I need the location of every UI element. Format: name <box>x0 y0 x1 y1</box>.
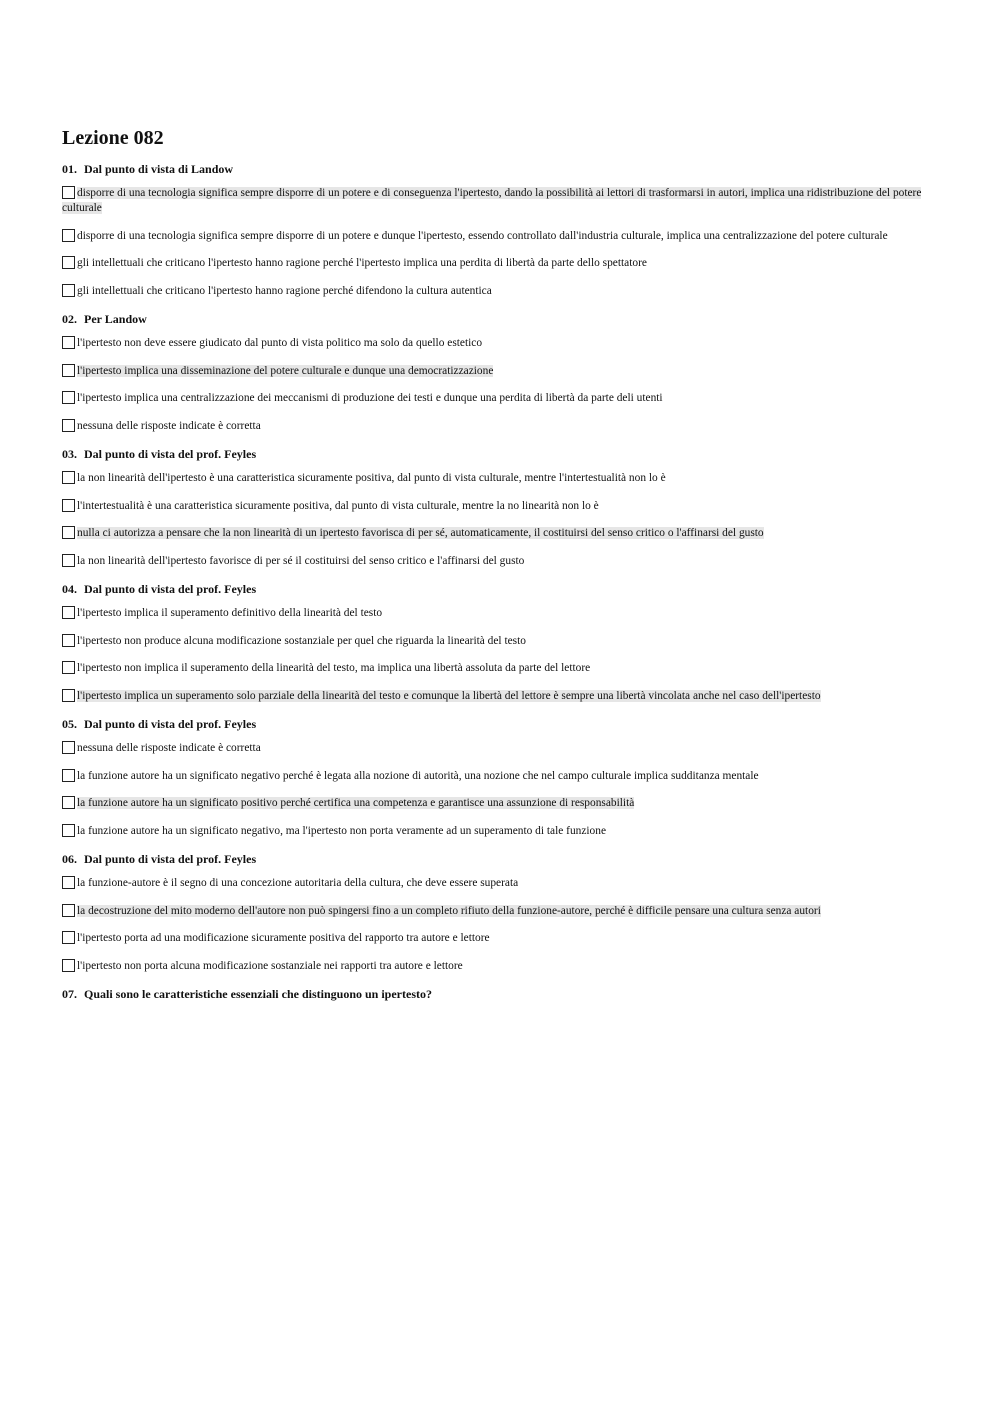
answer-option[interactable] <box>62 904 942 919</box>
answer-checkbox[interactable] <box>62 364 75 377</box>
answer-option[interactable] <box>62 419 942 434</box>
question-heading <box>62 581 942 597</box>
answer-checkbox[interactable] <box>62 606 75 619</box>
question-title: Dal punto di vista di Landow <box>84 162 234 176</box>
lesson-title: Lezione 082 <box>62 127 164 149</box>
answer-text: gli intellettuali che criticano l'ipertesto hanno ragione perché l'ipertesto implica una perdita di libertà da parte dello spettatore <box>77 257 647 269</box>
answer-option[interactable] <box>62 634 942 649</box>
answer-checkbox[interactable] <box>62 931 75 944</box>
answer-checkbox[interactable] <box>62 186 75 199</box>
question-heading <box>62 851 942 867</box>
answer-checkbox[interactable] <box>62 959 75 972</box>
answer-text: l'ipertesto non implica il superamento della linearità del testo, ma implica una libertà assoluta da parte del lettore <box>77 662 591 674</box>
answer-text-highlighted: la funzione autore ha un significato positivo perché certifica una competenza e garantisce una assunzione di responsabilità <box>77 797 635 809</box>
answer-text-highlighted: la decostruzione del mito moderno dell'autore non può spingersi fino a un completo rifiuto della funzione-autore, perché è difficile pensare una cultura senza autori <box>77 904 821 917</box>
question-number: 07. <box>62 987 77 1001</box>
answer-checkbox[interactable] <box>62 229 75 242</box>
answer-option[interactable] <box>62 364 942 379</box>
question-number: 05. <box>62 717 77 731</box>
question-title: Dal punto di vista del prof. Feyles <box>84 447 257 461</box>
answer-option[interactable] <box>62 186 942 216</box>
answer-option[interactable] <box>62 606 942 621</box>
answer-text: nessuna delle risposte indicate è corretta <box>77 742 261 754</box>
answer-text-highlighted: nulla ci autorizza a pensare che la non linearità di un ipertesto favorisca di per sé, automaticamente, il costituirsi del senso critico o l'affinarsi del gusto <box>77 527 764 539</box>
answer-text: l'ipertesto implica una centralizzazione dei meccanismi di produzione dei testi e dunque una perdita di libertà da parte deli utenti <box>77 392 663 404</box>
question-block <box>62 581 942 704</box>
answer-option[interactable] <box>62 876 942 891</box>
question-title: Quali sono le caratteristiche essenziali che distinguono un ipertesto? <box>84 987 432 1001</box>
answer-checkbox[interactable] <box>62 634 75 647</box>
answer-option[interactable] <box>62 499 942 514</box>
answer-text-highlighted: l'ipertesto implica una disseminazione del potere culturale e dunque una democratizzazione <box>77 364 494 377</box>
question-heading <box>62 446 942 462</box>
answer-option[interactable] <box>62 796 942 811</box>
answer-text: l'intertestualità è una caratteristica sicuramente positiva, dal punto di vista culturale, mentre la no linearità non lo è <box>77 499 599 512</box>
answer-option[interactable] <box>62 959 942 974</box>
question-number: 01. <box>62 162 77 176</box>
answer-option[interactable] <box>62 229 942 244</box>
answer-text: l'ipertesto non porta alcuna modificazione sostanziale nei rapporti tra autore e lettore <box>77 959 463 972</box>
answer-option[interactable] <box>62 741 942 756</box>
answer-option[interactable] <box>62 256 942 271</box>
answer-checkbox[interactable] <box>62 904 75 917</box>
question-block <box>62 716 942 839</box>
answer-text: la funzione autore ha un significato negativo, ma l'ipertesto non porta veramente ad un superamento di tale funzione <box>77 824 607 837</box>
answer-checkbox[interactable] <box>62 661 75 674</box>
answer-checkbox[interactable] <box>62 796 75 809</box>
question-title: Dal punto di vista del prof. Feyles <box>84 852 257 866</box>
question-heading <box>62 986 942 1002</box>
question-heading <box>62 716 942 732</box>
answer-checkbox[interactable] <box>62 256 75 269</box>
answer-checkbox[interactable] <box>62 499 75 512</box>
answer-option[interactable] <box>62 931 942 946</box>
answer-option[interactable] <box>62 471 942 486</box>
answer-text: l'ipertesto non produce alcuna modificazione sostanziale per quel che riguarda la linearità del testo <box>77 634 526 647</box>
question-number: 04. <box>62 582 77 596</box>
answer-text-highlighted: disporre di una tecnologia significa sempre disporre di un potere e di conseguenza l'ipertesto, dando la possibilità ai lettori di trasformarsi in autori, implica una ridistribuzione del potere culturale <box>62 187 922 214</box>
answer-checkbox[interactable] <box>62 419 75 432</box>
answer-text: la non linearità dell'ipertesto favorisce di per sé il costituirsi del senso critico e l'affinarsi del gusto <box>77 554 525 567</box>
answer-checkbox[interactable] <box>62 876 75 889</box>
question-block <box>62 851 942 974</box>
answer-checkbox[interactable] <box>62 689 75 702</box>
answer-option[interactable] <box>62 661 942 676</box>
answer-option[interactable] <box>62 526 942 541</box>
answer-text: gli intellettuali che criticano l'ipertesto hanno ragione perché difendono la cultura autentica <box>77 284 492 297</box>
quiz-page <box>62 124 942 1014</box>
question-heading <box>62 311 942 327</box>
question-block <box>62 161 942 299</box>
answer-option[interactable] <box>62 391 942 406</box>
answer-checkbox[interactable] <box>62 471 75 484</box>
answer-checkbox[interactable] <box>62 526 75 539</box>
answer-text: la funzione autore ha un significato negativo perché è legata alla nozione di autorità, una nozione che nel campo culturale implica sudditanza mentale <box>77 769 759 782</box>
question-title: Dal punto di vista del prof. Feyles <box>84 582 257 596</box>
answer-checkbox[interactable] <box>62 554 75 567</box>
answer-checkbox[interactable] <box>62 391 75 404</box>
question-block <box>62 311 942 434</box>
answer-option[interactable] <box>62 824 942 839</box>
question-number: 06. <box>62 852 77 866</box>
answer-text-highlighted: l'ipertesto implica un superamento solo parziale della linearità del testo e comunque la libertà del lettore è sempre una libertà vincolata anche nel caso dell'ipertesto <box>77 689 821 702</box>
question-title: Per Landow <box>84 312 147 326</box>
answer-text: nessuna delle risposte indicate è corretta <box>77 419 261 432</box>
question-list <box>62 161 942 1002</box>
answer-checkbox[interactable] <box>62 769 75 782</box>
question-block <box>62 986 942 1002</box>
question-title: Dal punto di vista del prof. Feyles <box>84 717 257 731</box>
answer-option[interactable] <box>62 554 942 569</box>
answer-option[interactable] <box>62 769 942 784</box>
answer-checkbox[interactable] <box>62 336 75 349</box>
answer-checkbox[interactable] <box>62 824 75 837</box>
question-number: 03. <box>62 447 77 461</box>
answer-option[interactable] <box>62 336 942 351</box>
question-heading <box>62 161 942 177</box>
answer-checkbox[interactable] <box>62 741 75 754</box>
answer-option[interactable] <box>62 689 942 704</box>
answer-text: l'ipertesto non deve essere giudicato dal punto di vista politico ma solo da quello estetico <box>77 337 483 349</box>
answer-text: l'ipertesto implica il superamento definitivo della linearità del testo <box>77 607 383 619</box>
answer-checkbox[interactable] <box>62 284 75 297</box>
answer-option[interactable] <box>62 284 942 299</box>
answer-text: l'ipertesto porta ad una modificazione sicuramente positiva del rapporto tra autore e lettore <box>77 932 490 944</box>
answer-text: la funzione-autore è il segno di una concezione autoritaria della cultura, che deve essere superata <box>77 877 519 889</box>
question-number: 02. <box>62 312 77 326</box>
question-block <box>62 446 942 569</box>
answer-text: la non linearità dell'ipertesto è una caratteristica sicuramente positiva, dal punto di vista culturale, mentre l'intertestualità non lo è <box>77 472 666 484</box>
answer-text: disporre di una tecnologia significa sempre disporre di un potere e dunque l'ipertesto, essendo controllato dall'industria culturale, implica una centralizzazione del potere culturale <box>77 229 888 242</box>
